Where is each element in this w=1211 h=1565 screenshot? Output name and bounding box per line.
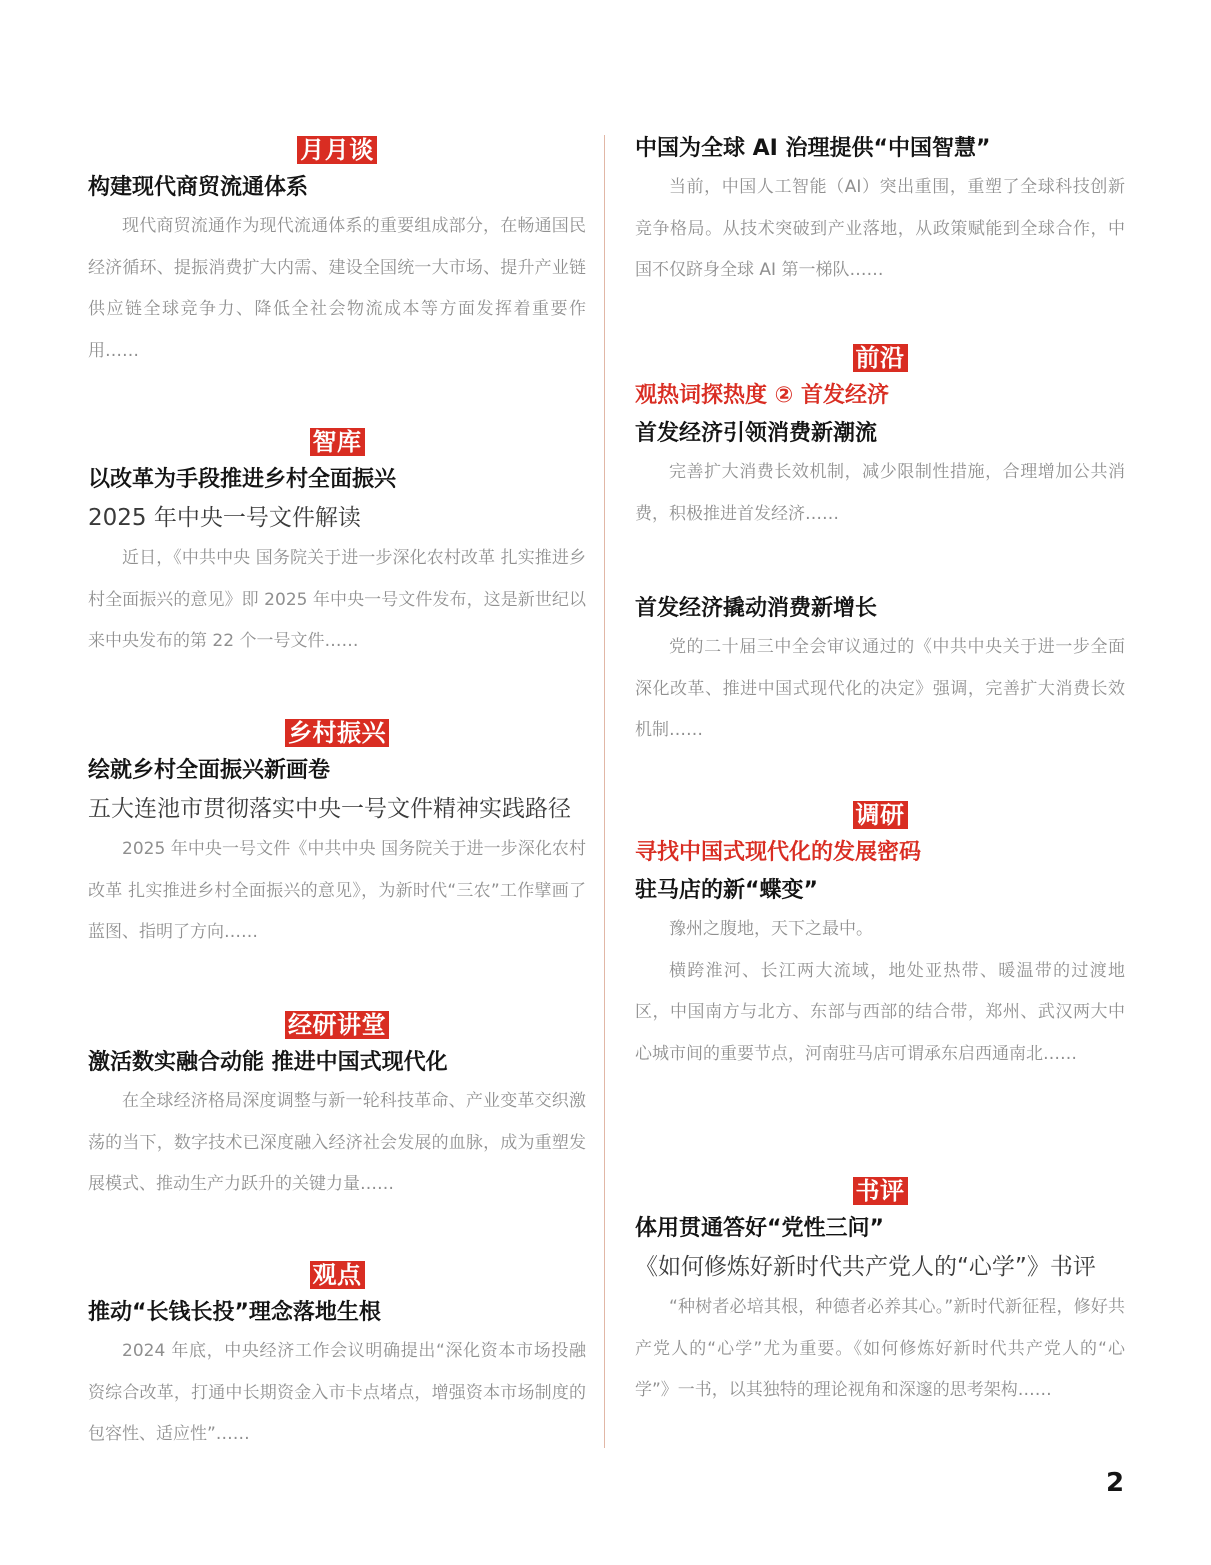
section-tag: 乡村振兴 — [285, 719, 389, 747]
section-shuping — [635, 1177, 1125, 1412]
article-excerpt: 横跨淮河、长江两大流域，地处亚热带、暖温带的过渡地区，中国南方与北方、东部与西部的结合带，郑州、武汉两大中心城市间的重要节点，河南驻马店可谓承东启西通南北…… — [635, 960, 1125, 1064]
article-title[interactable]: 构建现代商贸流通体系 — [88, 175, 309, 200]
article-title[interactable]: 首发经济引领消费新潮流 — [635, 421, 878, 446]
section-tag: 月月谈 — [297, 136, 377, 164]
article-shoufa-growth — [635, 587, 1125, 752]
article-excerpt: 近日，《中共中央 国务院关于进一步深化农村改革 扎实推进乡村全面振兴的意见》即 2025 年中央一号文件发布，这是新世纪以来中央发布的第 22 个一号文件…… — [88, 548, 586, 651]
section-qianyan — [635, 344, 1125, 535]
section-guandian — [88, 1261, 586, 1456]
article-subtitle: 2025 年中央一号文件解读 — [88, 505, 361, 531]
column-series-title: 寻找中国式现代化的发展密码 — [635, 840, 922, 865]
section-diaoyan — [635, 801, 1125, 1075]
column-series-title: 观热词探热度 ② 首发经济 — [635, 383, 889, 408]
article-excerpt: “种树者必培其根，种德者必养其心。”新时代新征程，修好共产党人的“心学”尤为重要。《如何修炼好新时代共产党人的“心学”》一书，以其独特的理论视角和深邃的思考架构…… — [635, 1297, 1125, 1400]
column-divider — [604, 135, 605, 1448]
article-excerpt: 完善扩大消费长效机制，减少限制性措施，合理增加公共消费，积极推进首发经济…… — [635, 462, 1125, 524]
section-tag: 智库 — [310, 428, 365, 456]
section-jingyan — [88, 1011, 586, 1206]
section-tag: 经研讲堂 — [285, 1011, 389, 1039]
article-excerpt: 现代商贸流通作为现代流通体系的重要组成部分，在畅通国民经济循环、提振消费扩大内需、建设全国统一大市场、提升产业链供应链全球竞争力、降低全社会物流成本等方面发挥着重要作用…… — [88, 216, 586, 361]
section-tag: 前沿 — [853, 344, 908, 372]
article-title[interactable]: 绘就乡村全面振兴新画卷 — [88, 758, 331, 783]
article-ai-governance — [635, 127, 1125, 292]
page-number: 2 — [1105, 1468, 1125, 1498]
article-excerpt: 豫州之腹地，天下之最中。 — [669, 919, 873, 939]
section-tag: 观点 — [310, 1261, 365, 1289]
article-title[interactable]: 驻马店的新“蝶变” — [635, 878, 818, 903]
section-xiangcun — [88, 719, 586, 954]
section-yueyuetan — [88, 136, 586, 372]
article-title[interactable]: 首发经济撬动消费新增长 — [635, 596, 878, 621]
article-subtitle: 《如何修炼好新时代共产党人的“心学”》书评 — [635, 1254, 1096, 1280]
article-title[interactable]: 以改革为手段推进乡村全面振兴 — [88, 467, 397, 492]
article-excerpt: 当前，中国人工智能（AI）突出重围，重塑了全球科技创新竞争格局。从技术突破到产业落地，从政策赋能到全球合作，中国不仅跻身全球 AI 第一梯队…… — [635, 177, 1125, 280]
article-title[interactable]: 激活数实融合动能 推进中国式现代化 — [88, 1050, 448, 1075]
article-excerpt: 在全球经济格局深度调整与新一轮科技革命、产业变革交织激荡的当下，数字技术已深度融入经济社会发展的血脉，成为重塑发展模式、推动生产力跃升的关键力量…… — [88, 1091, 586, 1194]
article-subtitle: 五大连池市贯彻落实中央一号文件精神实践路径 — [88, 796, 571, 822]
article-title[interactable]: 体用贯通答好“党性三问” — [635, 1216, 884, 1241]
article-excerpt: 党的二十届三中全会审议通过的《中共中央关于进一步全面深化改革、推进中国式现代化的决定》强调，完善扩大消费长效机制…… — [635, 637, 1125, 740]
article-title[interactable]: 推动“长钱长投”理念落地生根 — [88, 1300, 381, 1325]
section-tag: 调研 — [853, 801, 908, 829]
article-excerpt: 2025 年中央一号文件《中共中央 国务院关于进一步深化农村改革 扎实推进乡村全面振兴的意见》，为新时代“三农”工作擘画了蓝图、指明了方向…… — [88, 839, 586, 942]
section-tag: 书评 — [853, 1177, 908, 1205]
section-zhiku — [88, 428, 586, 663]
article-excerpt: 2024 年底，中央经济工作会议明确提出“深化资本市场投融资综合改革，打通中长期资金入市卡点堵点，增强资本市场制度的包容性、适应性”…… — [88, 1341, 586, 1444]
article-title[interactable]: 中国为全球 AI 治理提供“中国智慧” — [635, 136, 991, 161]
